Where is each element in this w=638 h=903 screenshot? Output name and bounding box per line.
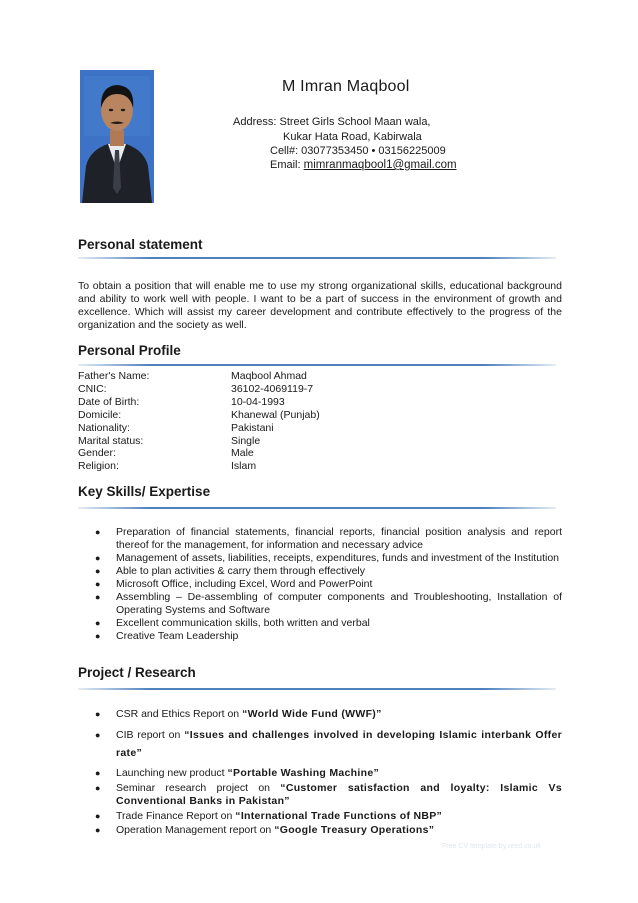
bullet-icon: ● [95, 618, 101, 628]
skill-text: Management of assets, liabilities, receipts, expenditures, funds and investment of the Institution [116, 552, 559, 564]
section-divider [78, 364, 556, 366]
address-line-1 [233, 116, 431, 128]
profile-photo [80, 70, 154, 203]
bullet-icon: ● [95, 579, 101, 589]
address-line-2: Kukar Hata Road, Kabirwala [283, 131, 422, 143]
project-title: “Portable Washing Machine” [227, 767, 380, 779]
profile-value: Maqbool Ahmad [231, 370, 307, 382]
candidate-name: M Imran Maqbool [282, 78, 410, 95]
project-prefix: CSR and Ethics Report on [116, 708, 243, 720]
address-value: Street Girls School Maan wala, [279, 116, 431, 128]
skill-text: Microsoft Office, including Excel, Word and PowerPoint [116, 578, 373, 590]
list-item [78, 565, 562, 578]
profile-value: Single [231, 434, 261, 447]
list-item [78, 708, 562, 721]
skill-text: Able to plan activities & carry them through effectively [116, 565, 366, 577]
section-divider [78, 257, 556, 259]
list-item [78, 526, 562, 552]
profile-row [78, 409, 320, 422]
skill-text: Preparation of financial statements, financial reports, financial position analysis and report thereof for the management, for information and necessary advice [116, 526, 562, 551]
skill-text: Excellent communication skills, both written and verbal [116, 617, 370, 629]
email-line [270, 159, 457, 171]
list-item [78, 591, 562, 617]
project-title: “Customer satisfaction and loyalty: Islamic Vs Conventional Banks in Pakistan” [116, 782, 562, 807]
list-item [78, 617, 562, 630]
skill-text: Creative Team Leadership [116, 630, 239, 642]
section-divider [78, 688, 556, 690]
profile-value: Pakistani [231, 421, 274, 434]
list-item [78, 552, 562, 565]
bullet-icon: ● [95, 592, 101, 602]
list-item [78, 782, 562, 808]
profile-row [78, 396, 320, 409]
project-title: “Google Treasury Operations” [274, 824, 435, 836]
bullet-icon: ● [95, 553, 101, 563]
bullet-icon: ● [95, 825, 101, 835]
project-title: “International Trade Functions of NBP” [235, 810, 443, 822]
section-divider [78, 507, 556, 509]
bullet-icon: ● [95, 768, 101, 778]
address-label: Address: [233, 116, 277, 128]
profile-row [78, 460, 320, 473]
list-item [78, 824, 562, 837]
profile-label: Father's Name: [78, 370, 150, 382]
project-prefix: Operation Management report on [116, 824, 275, 836]
bullet-icon: ● [95, 631, 101, 641]
profile-label: Religion: [78, 460, 119, 473]
phone-numbers: Cell#: 03077353450 • 03156225009 [270, 145, 446, 157]
profile-value: Islam [231, 460, 257, 473]
profile-value: 10-04-1993 [231, 395, 285, 408]
skill-text: Assembling – De-assembling of computer components and Troubleshooting, Installation of Operating Systems and Software [116, 591, 562, 616]
bullet-icon: ● [95, 566, 101, 576]
list-item [78, 630, 562, 643]
section-title-personal-profile: Personal Profile [78, 343, 181, 358]
section-title-key-skills: Key Skills/ Expertise [78, 484, 211, 499]
skills-list [78, 526, 562, 643]
template-credit: Free CV template by reed.co.uk [442, 843, 541, 850]
person-portrait-icon [80, 70, 154, 203]
projects-list [78, 708, 562, 837]
bullet-icon: ● [95, 730, 101, 740]
bullet-icon: ● [95, 709, 101, 719]
profile-row [78, 422, 320, 435]
list-item [78, 578, 562, 591]
profile-value: Male [231, 447, 254, 460]
list-item [78, 726, 562, 762]
project-prefix: CIB report on [116, 729, 185, 741]
bullet-icon: ● [95, 527, 101, 537]
profile-row [78, 383, 320, 396]
personal-statement-text: To obtain a position that will enable me to use my strong organizational skills, educational background and ability to work well with people. I want to be a part of success in the environment of growth and excellence. Which will assist my career development and contribute effectively to the progress of the organization and the society as well. [78, 280, 562, 331]
list-item [78, 810, 562, 823]
profile-label: Nationality: [78, 421, 130, 434]
project-title: “Issues and challenges involved in developing Islamic interbank Offer rate” [116, 729, 562, 759]
profile-row [78, 370, 320, 383]
list-item [78, 767, 562, 780]
profile-label: Domicile: [78, 408, 122, 421]
profile-row [78, 435, 320, 448]
email-link[interactable]: mimranmaqbool1@gmail.com [303, 159, 457, 171]
profile-label: Gender: [78, 447, 116, 460]
project-prefix: Seminar research project on [116, 782, 281, 794]
profile-label: Date of Birth: [78, 395, 140, 408]
section-title-projects: Project / Research [78, 665, 196, 680]
profile-label: Marital status: [78, 434, 144, 447]
project-title: “World Wide Fund (WWF)” [242, 708, 382, 720]
profile-value: Khanewal (Punjab) [231, 408, 320, 421]
section-title-personal-statement: Personal statement [78, 237, 203, 252]
bullet-icon: ● [95, 783, 101, 793]
profile-value: 36102-4069119-7 [231, 382, 314, 395]
email-label: Email: [270, 159, 301, 171]
project-prefix: Trade Finance Report on [116, 810, 236, 822]
project-prefix: Launching new product [116, 767, 228, 779]
profile-label: CNIC: [78, 382, 107, 395]
profile-row [78, 447, 320, 460]
bullet-icon: ● [95, 811, 101, 821]
profile-table [78, 370, 320, 473]
